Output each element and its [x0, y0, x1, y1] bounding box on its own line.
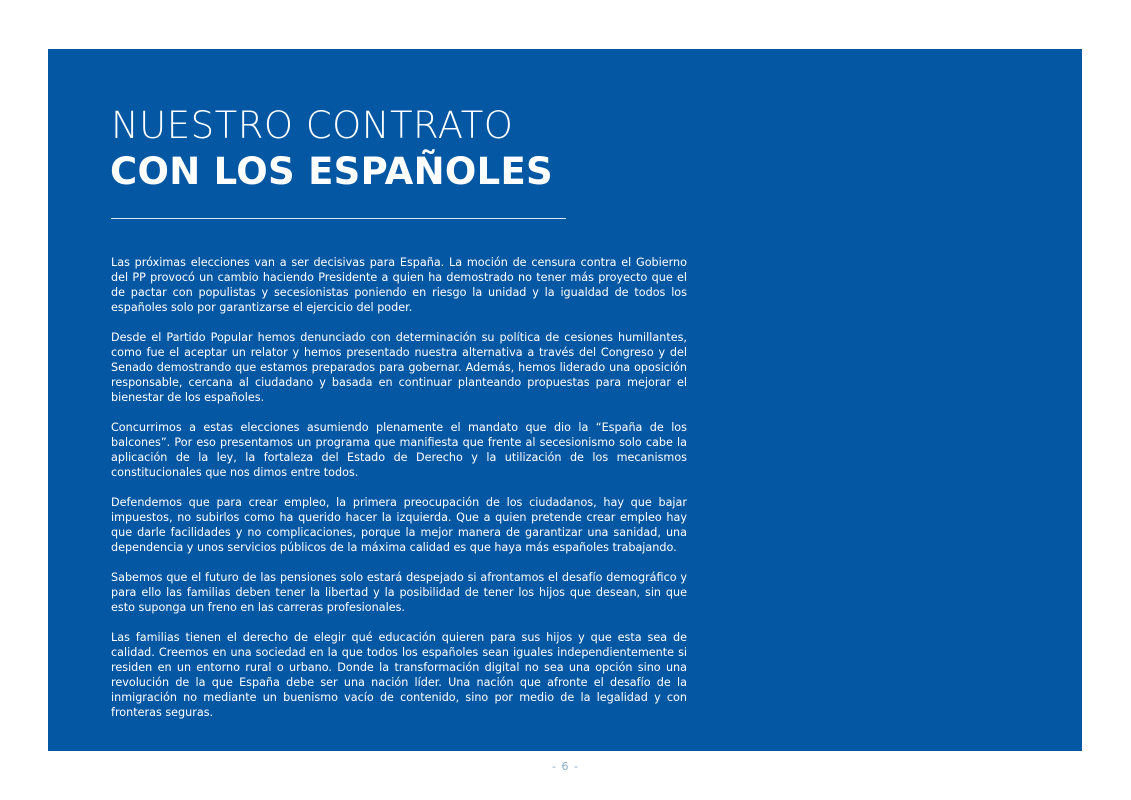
body-text — [111, 255, 687, 735]
page-number: - 6 - — [552, 760, 579, 773]
paragraph: Defendemos que para crear empleo, la primera preocupación de los ciudadanos, hay que bajar impuestos, no subirlos como ha querido hacer la izquierda. Que a quien pretende crear empleo hay que darle facilidades y no complicaciones, porque la mejor manera de garantizar una sanidad, una dependencia y unos servicios públicos de la máxima calidad es que haya más españoles trabajando. — [111, 496, 687, 554]
title-divider — [111, 218, 566, 219]
paragraph: Las próximas elecciones van a ser decisivas para España. La moción de censura contra el Gobierno del PP provocó un cambio haciendo Presidente a quien ha demostrado no tener más proyecto que el de pactar con populistas y secesionistas poniendo en riesgo la unidad y la igualdad de todos los españoles solo por garantizarse el ejercicio del poder. — [111, 256, 687, 314]
paragraph: Sabemos que el futuro de las pensiones solo estará despejado si afrontamos el desafío demográfico y para ello las familias deben tener la libertad y la posibilidad de tener los hijos que desean, sin que esto suponga un freno en las carreras profesionales. — [111, 571, 687, 614]
paragraph: Concurrimos a estas elecciones asumiendo plenamente el mandato que dio la “España de los balcones”. Por eso presentamos un programa que manifiesta que frente al secesionismo solo cabe la aplicación de la ley, la fortaleza del Estado de Derecho y la utilización de los mecanismos constitucionales que nos dimos entre todos. — [111, 421, 687, 479]
paragraph: Las familias tienen el derecho de elegir qué educación quieren para sus hijos y que esta sea de calidad. Creemos en una sociedad en la que todos los españoles sean iguales independientemente si residen en un entorno rural o urbano. Donde la transformación digital no sea una opción sino una revolución de la que España debe ser una nación líder. Una nación que afronte el desafío de la inmigración no mediante un buenismo vacío de contenido, sino por medio de la legalidad y con fronteras seguras. — [111, 631, 687, 719]
page-title-line-1: NUESTRO CONTRATO — [111, 104, 514, 147]
paragraph: Desde el Partido Popular hemos denunciado con determinación su política de cesiones humillantes, como fue el aceptar un relator y hemos presentado nuestra alternativa a través del Congreso y del Senado demostrando que estamos preparados para gobernar. Además, hemos liderado una oposición responsable, cercana al ciudadano y basada en continuar planteando propuestas para mejorar el bienestar de los españoles. — [111, 331, 687, 404]
page-title-line-2: CON LOS ESPAÑOLES — [110, 150, 553, 193]
